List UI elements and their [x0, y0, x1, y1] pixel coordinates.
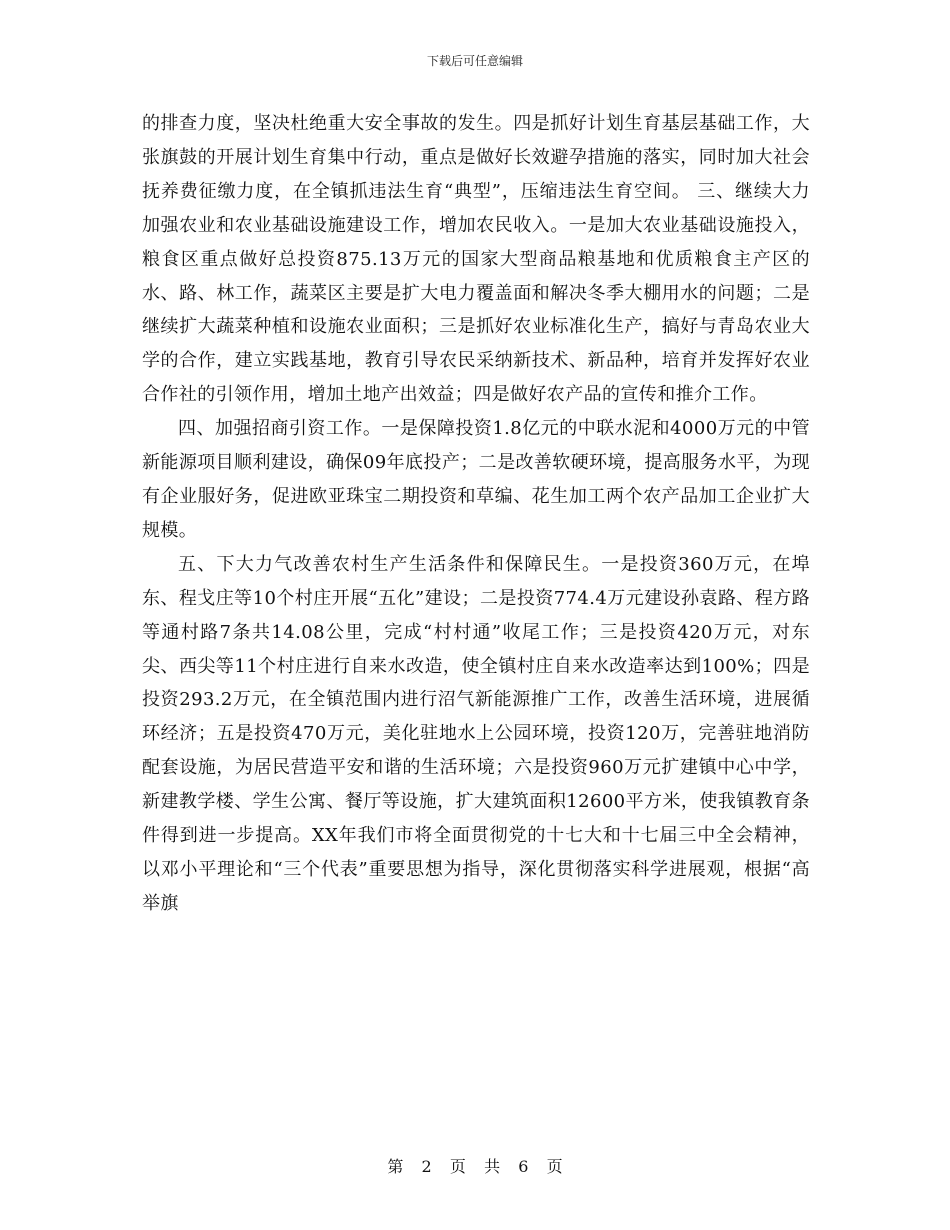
footer-total-pages: 6 — [518, 1157, 529, 1176]
page-header — [0, 52, 950, 69]
document-body — [142, 107, 810, 921]
footer-suffix: 页 — [546, 1157, 563, 1176]
paragraph-investment: 四、加强招商引资工作。一是保障投资1.8亿元的中联水泥和4000万元的中管新能源项目顺利建设，确保09年底投产；二是改善软硬环境，提高服务水平，为现有企业服好务，促进欧亚珠宝二期投资和草编、花生加工两个农产品加工企业扩大规模。 — [142, 418, 810, 541]
paragraph-continued: 的排查力度，坚决杜绝重大安全事故的发生。四是抓好计划生育基层基础工作，大张旗鼓的开展计划生育集中行动，重点是做好长效避孕措施的落实，同时加大社会抚养费征缴力度，在全镇抓违法生育“典型”，压缩违法生育空间。 三、继续大力加强农业和农业基础设施建设工作，增加农民收入。一是加大农业基础设施投入，粮食区重点做好总投资875.13万元的国家大型商品粮基地和优质粮食主产区的水、路、林工作，蔬菜区主要是扩大电力覆盖面和解决冬季大棚用水的问题；二是继续扩大蔬菜种植和设施农业面积；三是抓好农业标准化生产，搞好与青岛农业大学的合作，建立实践基地，教育引导农民采纳新技术、新品种，培育并发挥好农业合作社的引领作用，增加土地产出效益；四是做好农产品的宣传和推介工作。 — [142, 113, 810, 406]
paragraph-livelihood: 五、下大力气改善农村生产生活条件和保障民生。一是投资360万元，在埠东、程戈庄等10个村庄开展“五化”建设；二是投资774.4万元建设孙袁路、程方路等通村路7条共14.08公里，完成“村村通”收尾工作；三是投资420万元，对东尖、西尖等11个村庄进行自来水改造，使全镇村庄自来水改造率达到100%；四是投资293.2万元，在全镇范围内进行沼气新能源推广工作，改善生活环境，进展循环经济；五是投资470万元，美化驻地水上公园环境，投资120万，完善驻地消防配套设施，为居民营造平安和谐的生活环境；六是投资960万元扩建镇中心中学，新建教学楼、学生公寓、餐厅等设施，扩大建筑面积12600平方米，使我镇教育条件得到进一步提高。XX年我们市将全面贯彻党的十七大和十七届三中全会精神，以邓小平理论和“三个代表”重要思想为指导，深化贯彻落实科学进展观，根据“高举旗 — [142, 553, 810, 914]
header-note: 下载后可任意编辑 — [426, 54, 523, 68]
footer-current-page: 2 — [421, 1157, 432, 1176]
footer-prefix: 第 — [387, 1157, 404, 1176]
page-footer — [0, 1154, 950, 1177]
footer-total-word: 共 — [484, 1157, 501, 1176]
footer-page-word: 页 — [449, 1157, 466, 1176]
